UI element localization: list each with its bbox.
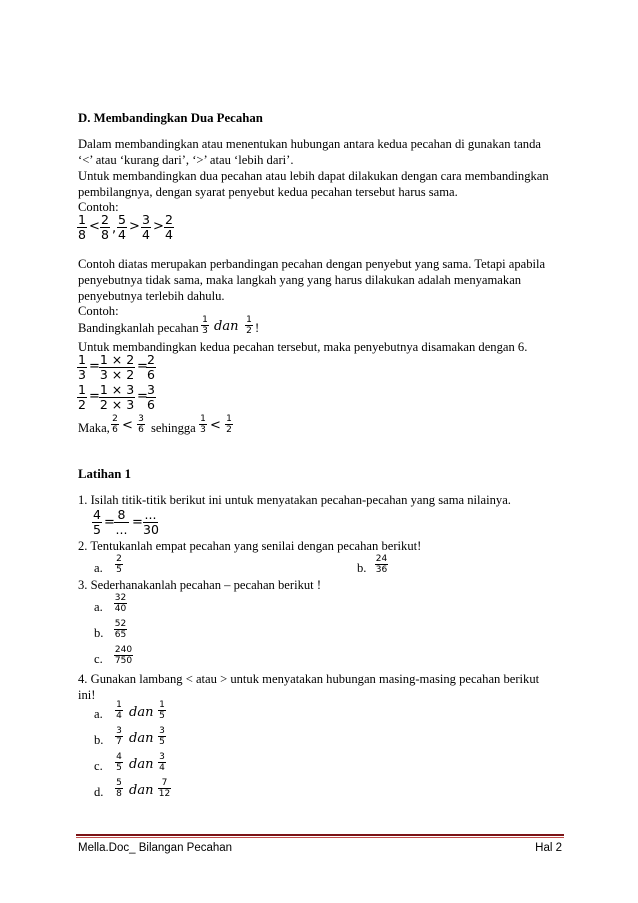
footer-divider-accent (76, 837, 564, 838)
footer-page-number: Hal 2 (535, 842, 562, 854)
paragraph-line: penyebutnya terlebih dahulu. (78, 289, 225, 303)
operator: = (137, 359, 148, 374)
example-label: Contoh: (78, 304, 119, 318)
exercise-title: Latihan 1 (78, 467, 131, 481)
paragraph-line: ‘<’ atau ‘kurang dari’, ‘>’ atau ‘lebih dari’. (78, 153, 294, 167)
fraction: $\frac{1}{8}$ (78, 212, 86, 242)
dan-word: dan (129, 705, 154, 720)
fraction: $\frac{240}{750}$ (114, 645, 133, 666)
option-label: c. (94, 652, 103, 666)
paragraph-line: pembilangnya, dengan syarat penyebut kedua pecahan tersebut harus sama. (78, 185, 458, 199)
operator: = (132, 515, 143, 530)
question-4-cont: ini! (78, 688, 96, 702)
footer-doc-title: Mella.Doc_ Bilangan Pecahan (78, 842, 233, 854)
paragraph-line: Contoh diatas merupakan perbandingan pecahan dengan penyebut yang sama. Tetapi apabila (78, 257, 546, 271)
paragraph-line: penyebutnya tidak sama, maka langkah yang yang harus dilakukan adalah menyamakan (78, 273, 522, 287)
fraction: $\frac{5}{4}$ (118, 212, 126, 242)
operator: < (210, 418, 221, 433)
operator: = (104, 515, 115, 530)
fraction: $\frac{1}{4}$ (116, 700, 122, 721)
fraction: $\frac{1}{2}$ (78, 382, 86, 412)
fraction: $\frac{7}{12}$ (158, 778, 171, 799)
section-title: D. Membandingkan Dua Pecahan (78, 111, 263, 125)
dan-word: dan (214, 319, 239, 334)
fraction: $\frac{2}{8}$ (101, 212, 109, 242)
fraction: $\frac{5}{8}$ (116, 778, 122, 799)
option-label: a. (94, 600, 103, 614)
fraction: $\frac{4}{5}$ (116, 752, 122, 773)
operator: < (89, 219, 100, 234)
operator: > (129, 219, 140, 234)
dan-word: dan (129, 757, 154, 772)
option-label: b. (94, 626, 104, 640)
conclusion-label: Maka, (78, 421, 110, 435)
fraction: $\frac{1}{3}$ (78, 352, 86, 382)
example-label: Contoh: (78, 200, 119, 214)
question-2: 2. Tentukanlah empat pecahan yang senilai dengan pecahan berikut! (78, 539, 422, 553)
fraction: $\frac{3}{6}$ (147, 382, 155, 412)
fraction: $\frac{2}{6}$ (112, 414, 118, 435)
paragraph-line: Untuk membandingkan kedua pecahan tersebut, maka penyebutnya disamakan dengan 6. (78, 340, 528, 354)
operator: = (89, 389, 100, 404)
dan-word: dan (129, 783, 154, 798)
dan-word: dan (129, 731, 154, 746)
option-label: a. (94, 561, 103, 575)
fraction: $\frac{2}{5}$ (116, 554, 122, 575)
fraction: $\frac{3}{6}$ (138, 414, 144, 435)
compare-instruction: Bandingkanlah pecahan (78, 321, 199, 335)
operator: < (122, 418, 133, 433)
fraction: $\frac{1}{3}$ (202, 315, 208, 336)
fraction: $\frac{1 \times 2}{3 \times 2}$ (99, 352, 135, 382)
option-label: b. (357, 561, 367, 575)
separator: , (112, 221, 117, 236)
fraction: $\frac{24}{36}$ (375, 554, 388, 575)
fraction: $\frac{1}{2}$ (246, 315, 252, 336)
option-label: c. (94, 759, 103, 773)
fraction: $\frac{3}{7}$ (116, 726, 122, 747)
option-label: b. (94, 733, 104, 747)
option-label: d. (94, 785, 104, 799)
paragraph-line: Untuk membandingkan dua pecahan atau lebih dapat dilakukan dengan cara membandingkan (78, 169, 549, 183)
fraction: $\frac{32}{40}$ (114, 593, 127, 614)
operator: = (89, 359, 100, 374)
operator: = (137, 389, 148, 404)
fraction: $\frac{4}{5}$ (93, 507, 101, 537)
fraction: $\frac{52}{65}$ (114, 619, 127, 640)
fraction-blank: ... 30 (143, 507, 159, 537)
option-label: a. (94, 707, 103, 721)
paragraph-line: Dalam membandingkan atau menentukan hubungan antara kedua pecahan di gunakan tanda (78, 137, 541, 151)
fraction: $\frac{3}{4}$ (159, 752, 165, 773)
question-3: 3. Sederhanakanlah pecahan – pecahan berikut ! (78, 578, 322, 592)
fraction: $\frac{2}{4}$ (165, 212, 173, 242)
fraction: $\frac{1}{5}$ (159, 700, 165, 721)
fraction: $\frac{1 \times 3}{2 \times 3}$ (99, 382, 135, 412)
question-4: 4. Gunakan lambang < atau > untuk menyatakan hubungan masing-masing pecahan berikut (78, 672, 540, 686)
footer-divider (76, 834, 564, 836)
fraction: $\frac{1}{3}$ (200, 414, 206, 435)
operator: > (153, 219, 164, 234)
question-1: 1. Isilah titik-titik berikut ini untuk menyatakan pecahan-pecahan yang sama nilainya. (78, 493, 511, 507)
fraction-blank: 8 ... (115, 507, 128, 537)
fraction: $\frac{3}{5}$ (159, 726, 165, 747)
sehingga-word: sehingga (151, 421, 196, 435)
fraction: $\frac{3}{4}$ (142, 212, 150, 242)
fraction: $\frac{1}{2}$ (226, 414, 232, 435)
fraction: $\frac{2}{6}$ (147, 352, 155, 382)
exclamation: ! (255, 321, 260, 335)
